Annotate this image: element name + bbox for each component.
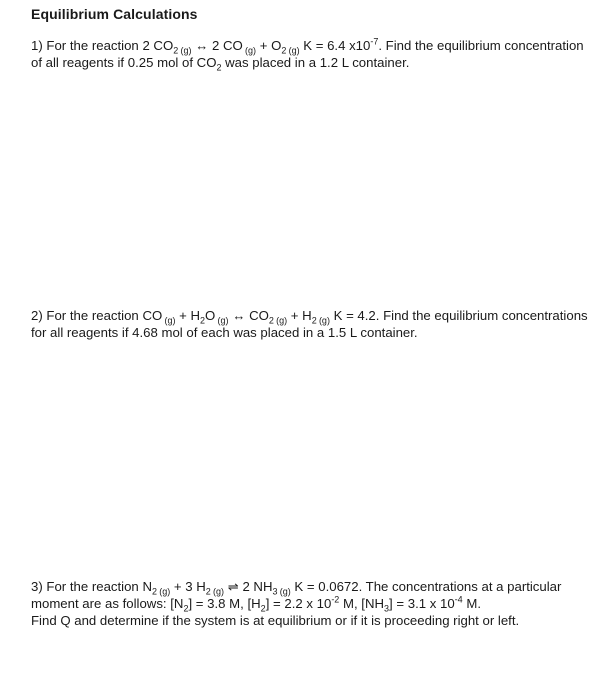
equation: CO $_{(g)} + H_2O$ $_{(g)}$ ↔ $CO_2$ $_{(g)} + H_2$ $_{(g)}$ xyxy=(142,308,330,326)
equilibrium-constant: K = 4.2. xyxy=(333,308,380,323)
equilibrium-constant: K = 0.0672. xyxy=(294,579,363,594)
problem-1: 1) For the reaction 2 $CO_2$ $_{(g)}$ ↔ 2 CO $_{(g)} + O_2$ $_{(g)}$ K = 6.4 $x10^{-7}$. Find the equilibrium concentration of all reagents if 0.25 mol of $CO_2$ was placed in a 1.2 L container. xyxy=(31,36,584,73)
problem-number: 1) xyxy=(31,38,43,53)
problem-lead: For the reaction xyxy=(46,38,139,53)
equation: 2 $CO_2$ $_{(g)}$ ↔ 2 CO $_{(g)} + O_2$ $_{(g)}$ xyxy=(142,38,300,56)
problem-number: 3) xyxy=(31,579,43,594)
problem-lead: For the reaction xyxy=(46,308,139,323)
problem-2: 2) For the reaction CO $_{(g)} + H_2O$ $_{(g)}$ ↔ $CO_2$ $_{(g)} + H_2$ $_{(g)}$ K = 4.2. Find the equilibrium concentrations for all reagents if 4.68 mol of each was placed in a 1.5 L container. xyxy=(31,308,588,340)
problem-number: 2) xyxy=(31,308,43,323)
problem-3: 3) For the reaction $N_2$ $_{(g)}$ + 3 $H_2$ $_{(g)}$ ⇌ 2 $NH_3$ $_{(g)}$ K = 0.0672. The concentrations at a particular moment are as follows: $[N_2] = 3.8$ M, $[H_2] = 2.2$ x $10^{-2}$ M, $[NH_3] = 3.1$ x $10^{-4}$ M. Find Q and determine if the system is at equilibrium or if it is proceeding right or left. xyxy=(31,579,562,628)
equation: $N_2$ $_{(g)}$ + 3 $H_2$ $_{(g)}$ ⇌ 2 $NH_3$ $_{(g)}$ xyxy=(142,579,291,597)
equilibrium-constant: K = 6.4 $x10^{-7}$ xyxy=(303,36,379,53)
page-title: Equilibrium Calculations xyxy=(31,6,198,22)
problem-lead: For the reaction xyxy=(46,579,139,594)
